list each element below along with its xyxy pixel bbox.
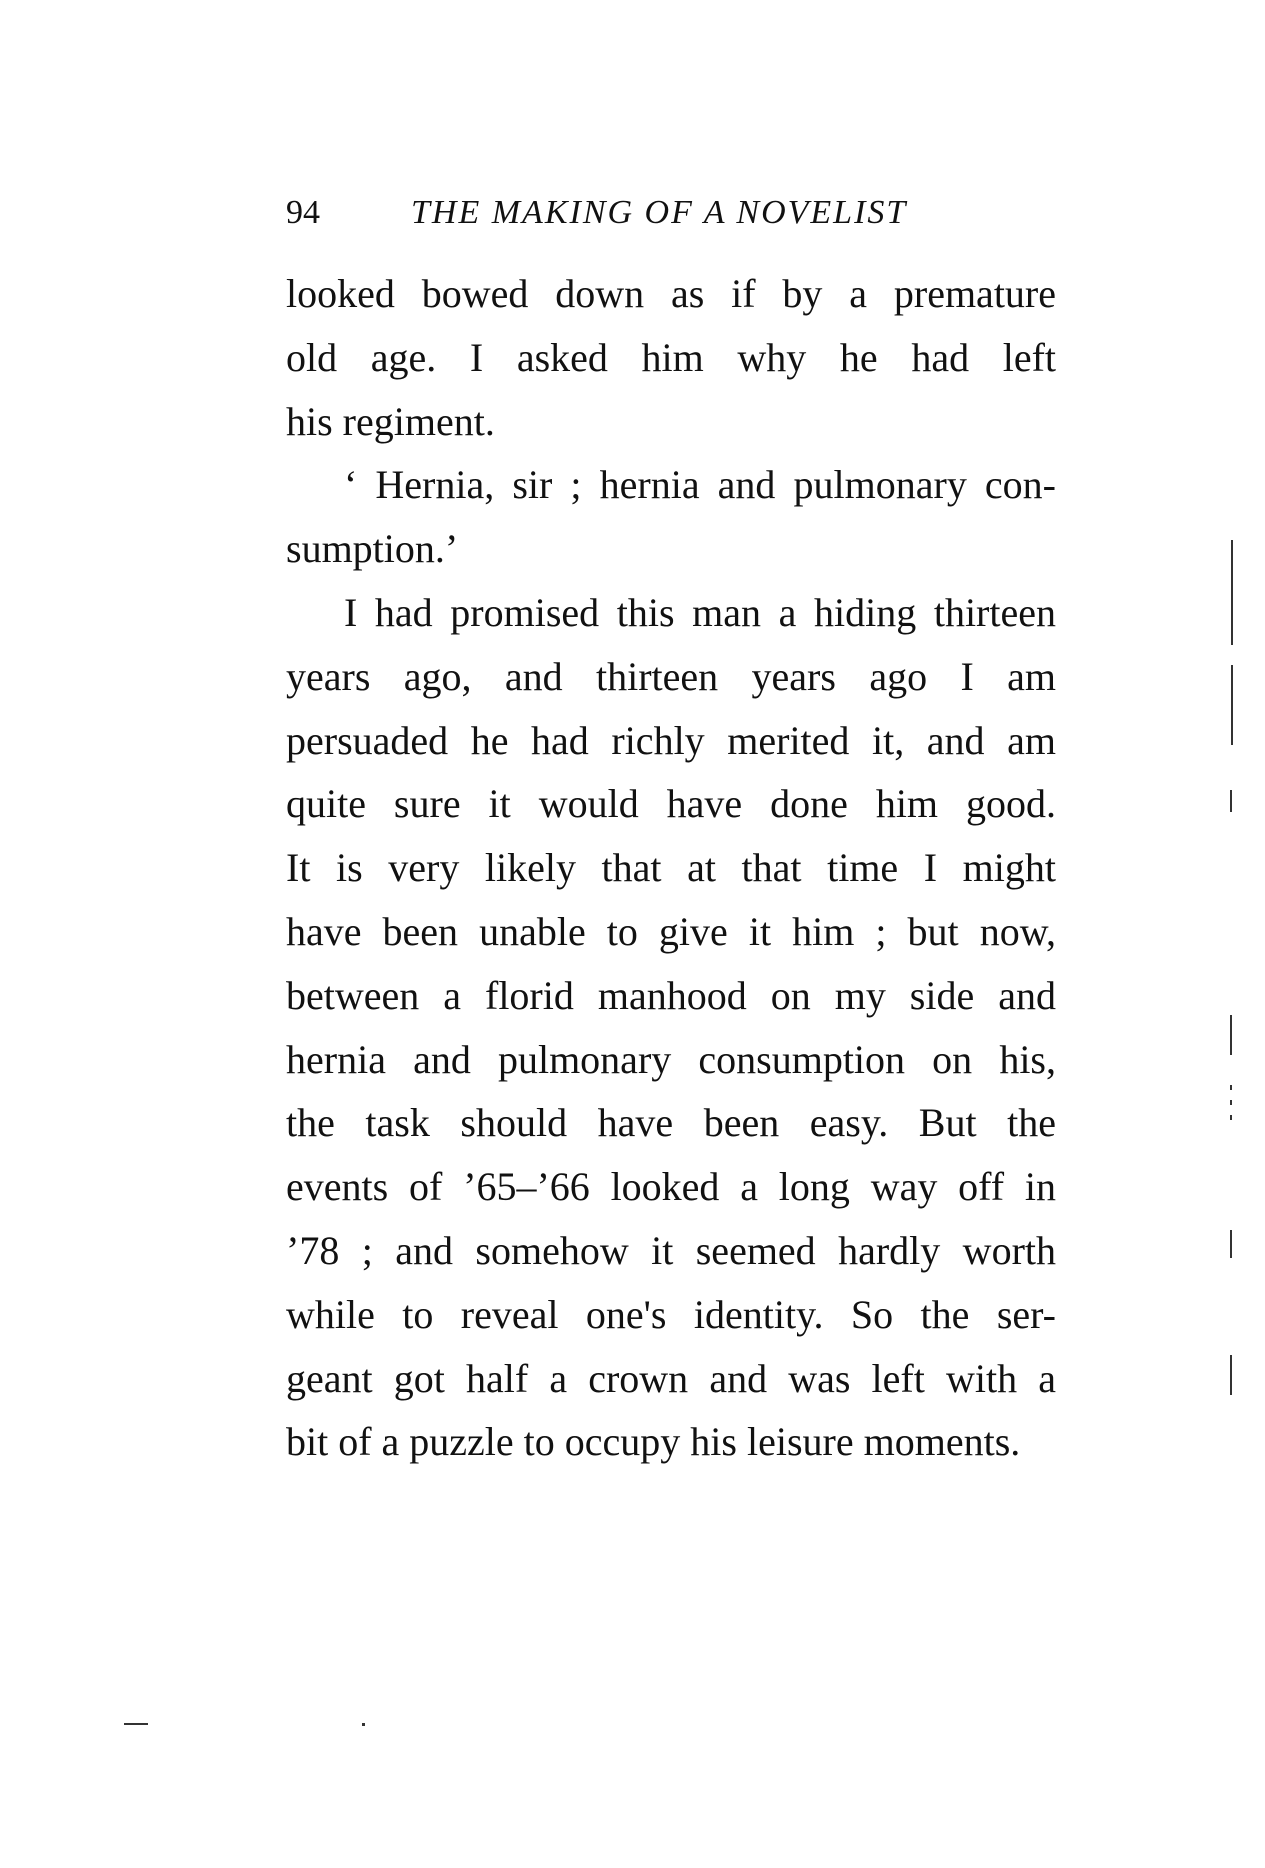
- text-line: quite sure it would have done him good.: [286, 781, 1056, 827]
- text-line: It is very likely that at that time I might: [286, 845, 1056, 891]
- page-number: 94: [286, 194, 320, 231]
- scan-artifact: [124, 1723, 148, 1725]
- scan-artifact: [1230, 790, 1232, 812]
- scan-artifact: [1230, 1085, 1232, 1090]
- text-line: sumption.’: [286, 526, 459, 572]
- text-line: ’78 ; and somehow it seemed hardly worth: [286, 1227, 1056, 1273]
- text-line: old age. I asked him why he had left: [286, 334, 1056, 380]
- text-line: bit of a puzzle to occupy his leisure moments.: [286, 1419, 1021, 1465]
- running-title: THE MAKING OF A NOVELIST: [411, 194, 908, 231]
- scan-artifact: [1231, 665, 1233, 745]
- scan-artifact: [1230, 1355, 1232, 1395]
- text-line: years ago, and thirteen years ago I am: [286, 653, 1056, 699]
- text-line: looked bowed down as if by a premature: [286, 271, 1056, 316]
- text-line: hernia and pulmonary consumption on his,: [286, 1036, 1056, 1082]
- scan-artifact: [362, 1723, 365, 1726]
- text-line: the task should have been easy. But the: [286, 1100, 1056, 1146]
- scan-artifact: [1230, 1115, 1232, 1120]
- scan-artifact: [1231, 540, 1233, 645]
- text-line: geant got half a crown and was left with a: [286, 1355, 1056, 1401]
- scan-artifact: [1230, 1230, 1232, 1258]
- text-line: persuaded he had richly merited it, and am: [286, 717, 1056, 763]
- scan-artifact: [1230, 1100, 1232, 1105]
- scan-artifact: [1230, 1015, 1232, 1055]
- text-line: while to reveal one's identity. So the ser-: [286, 1291, 1056, 1337]
- page-header: [286, 188, 1086, 238]
- text-line: have been unable to give it him ; but now,: [286, 908, 1056, 954]
- text-line: events of ’65–’66 looked a long way off in: [286, 1164, 1056, 1210]
- body-text: [286, 262, 1056, 1474]
- text-line: I had promised this man a hiding thirteen: [344, 589, 1056, 635]
- text-line: between a florid manhood on my side and: [286, 972, 1056, 1018]
- text-line: ‘ Hernia, sir ; hernia and pulmonary con-: [344, 462, 1056, 508]
- text-line: his regiment.: [286, 398, 495, 444]
